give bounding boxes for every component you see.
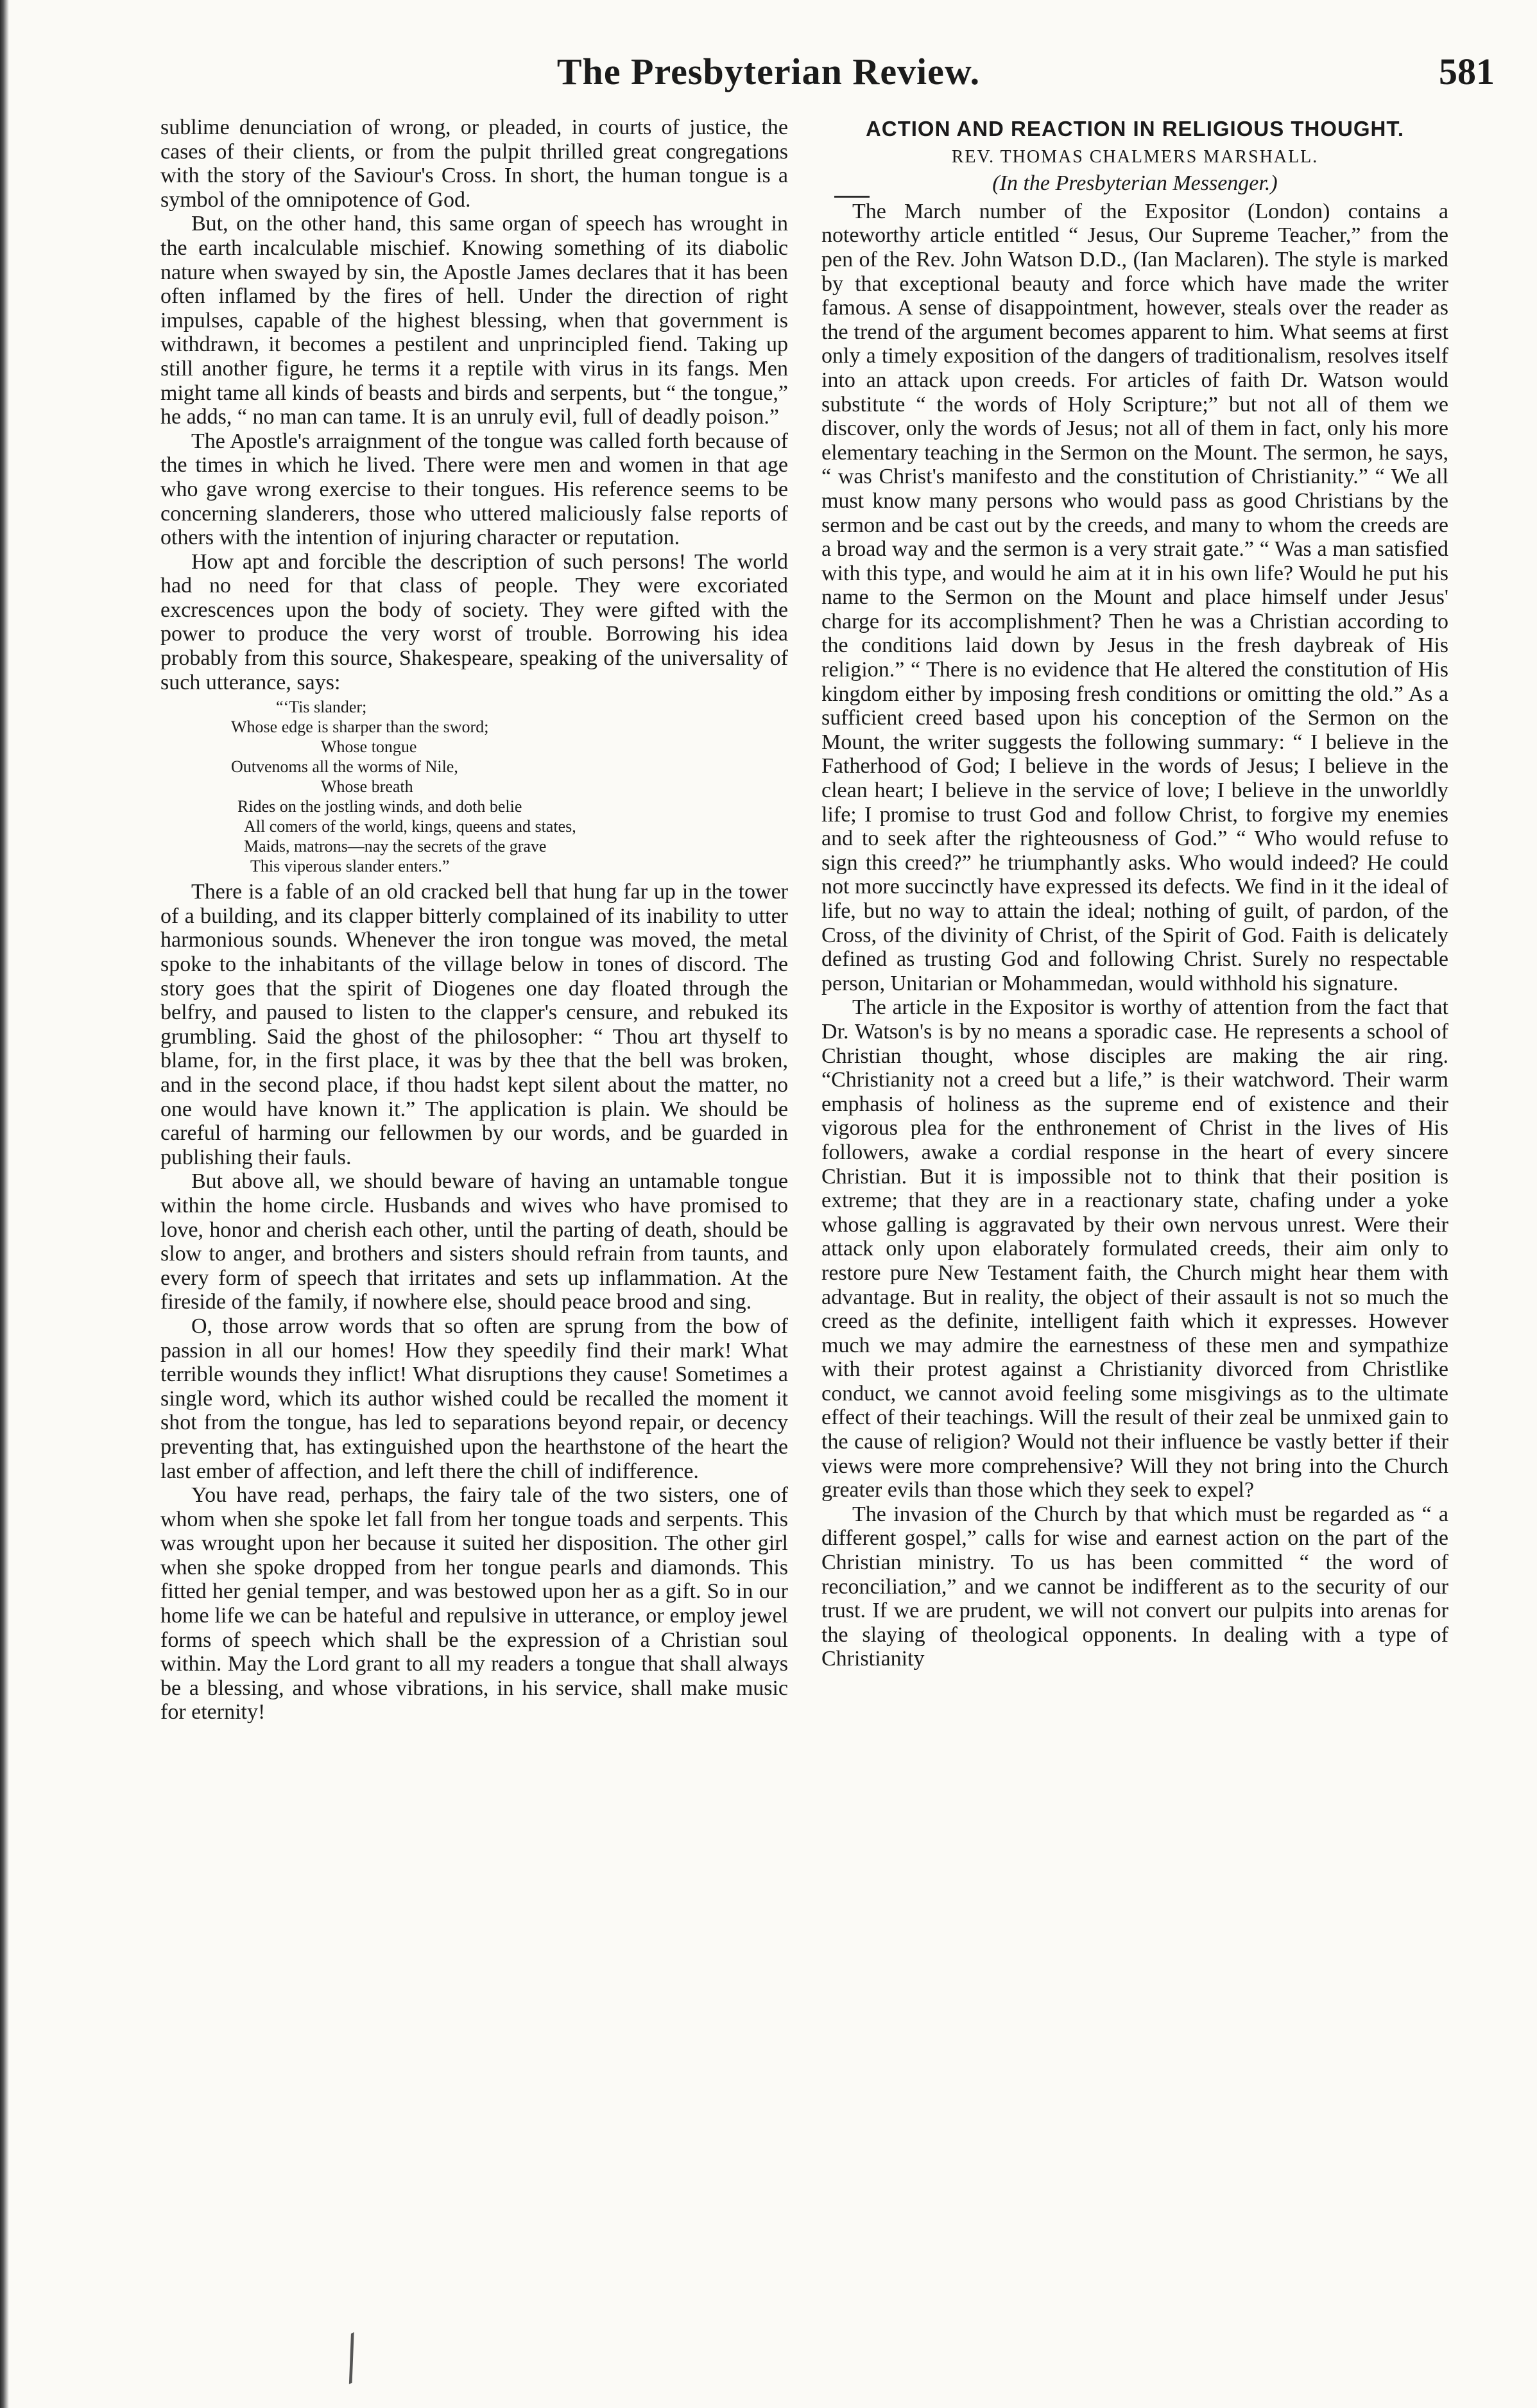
paragraph: O, those arrow words that so often are sprung from the bow of passion in all our homes! How they speedily find their mark! What terrible wounds they inflict! What disruptions they cause! Sometimes a single word, which its author wished could be recalled the moment it shot from the tongue, has led to separations beyond repair, or decency preventing that, has extinguished upon the hearthstone of the heart the last ember of affection, and left there the chill of indifference. [160, 1314, 788, 1483]
poem-line: All comers of the world, kings, queens and states, [244, 817, 576, 836]
page-number: 581 [1439, 51, 1495, 92]
paragraph: There is a fable of an old cracked bell that hung far up in the tower of a building, and its clapper bitterly complained of its inability to utter harmonious sounds. Whenever the iron tongue was moved, the metal spoke to the inhabitants of the village below in tones of discord. The story goes that the spirit of Diogenes one day floated through the belfry, and paused to listen to the clapper's censure, and rebuked its grumbling. Said the ghost of the philosopher: “ Thou art thyself to blame, for, in the first place, it was by thee that the bell was broken, and in the second place, if thou hadst kept silent about the matter, no one would have known it.” The application is plain. We should be careful of harming our fellowmen by our words, and be guarded in publishing their fauls. [160, 880, 788, 1169]
poem-line: Whose tongue [321, 737, 417, 757]
paragraph: The invasion of the Church by that which must be regarded as “ a different gospel,” calls for wise and earnest action on the part of the Christian ministry. To us has been committed “ the word of reconciliation,” and we cannot be indifferent as to the security of our trust. If we are prudent, we will not convert our pulpits into arenas for the slaying of theological opponents. In dealing with a type of Christianity [821, 1502, 1448, 1671]
poem-line: Whose breath [321, 777, 413, 796]
running-title: The Presbyterian Review. [556, 51, 981, 92]
paragraph: How apt and forcible the description of such persons! The world had no need for that class of people. They were excoriated excrescences upon the body of society. They were gifted with the power to produce the very worst of trouble. Borrowing his idea probably from this source, Shakespeare, speaking of the universality of such utterance, says: [160, 549, 788, 694]
article-byline: REV. THOMAS CHALMERS MARSHALL. [951, 146, 1319, 167]
stray-ink-mark: ╱ [332, 2334, 372, 2383]
right-column [821, 116, 1448, 1671]
paragraph: The March number of the Expositor (London) contains a noteworthy article entitled “ Jesus, Our Supreme Teacher,” from the pen of the Rev. John Watson D.D., (Ian Maclaren). The style is marked by that exceptional beauty and force which have made the writer famous. A sense of disappointment, however, steals over the reader as the trend of the argument becomes apparent to him. What seems at first only a timely exposition of the dangers of traditionalism, resolves itself into an attack upon creeds. For articles of faith Dr. Watson would substitute “ the words of Holy Scripture;” but not all of them we discover, only the words of Jesus; not all of them in fact, only his more elementary teaching in the Sermon on the Mount. The sermon, he says, “ was Christ's manifesto and the constitution of Christianity.” “ We all must know many persons who would pass as good Christians by the sermon and be cast out by the creeds, and many to whom the creeds are a broad way and the sermon is a very strait gate.” “ Was a man satisfied with this type, and would he aim at it in his own life? Would he put his name to the Sermon on the Mount and place himself under Jesus' charge for its accomplishment? Then he was a Christian according to the conditions laid down by Jesus in the fresh daybreak of His religion.” “ There is no evidence that He altered the constitution of His kingdom either by imposing fresh conditions or omitting the old.” As a sufficient creed based upon his conception of the Sermon on the Mount, the writer suggests the following summary: “ I believe in the Fatherhood of God; I believe in the words of Jesus; I believe in the clean heart; I believe in the service of love; I believe in the unworldly life; I promise to trust God and follow Christ, to forgive my enemies and to seek after the righteousness of God.” “ Who would refuse to sign this creed?” he triumphantly asks. Who would indeed? He could not more succinctly have expressed its defects. We find in it the ideal of life, but no way to attain the ideal; nothing of guilt, of pardon, of the Cross, of the divinity of Christ, of the Spirit of God. Faith is delicately defined as trusting God and following Christ. Surely no respectable person, Unitarian or Mohammedan, would withhold his signature. [821, 199, 1448, 995]
paragraph: sublime denunciation of wrong, or pleaded, in courts of justice, the cases of their clients, or from the pulpit thrilled great congregations with the story of the Saviour's Cross. In short, the human tongue is a symbol of the omnipotence of God. [160, 116, 788, 212]
paragraph: You have read, perhaps, the fairy tale of the two sisters, one of whom when she spoke let fall from her tongue toads and serpents. This was wrought upon her because it suited her disposition. The other girl when she spoke dropped from her tongue pearls and diamonds. This fitted her genial temper, and was bestowed upon her as a gift. So in our home life we can be hateful and repulsive in utterance, or employ jewel forms of speech which shall be the expression of a Christian soul within. May the Lord grant to all my readers a tongue that shall always be a blessing, and whose vibrations, in his service, shall make music for eternity! [160, 1483, 788, 1724]
poem-line: “‘Tis slander; [276, 698, 367, 717]
poem-line: Rides on the jostling winds, and doth belie [237, 797, 522, 816]
poem-line: Outvenoms all the worms of Nile, [231, 757, 458, 777]
paragraph: But, on the other hand, this same organ of speech has wrought in the earth incalculable mischief. Knowing something of its diabolic nature when swayed by sin, the Apostle James declares that it has been often inflamed by the fires of hell. Under the direction of right impulses, capable of the highest blessing, when that government is withdrawn, it becomes a pestilent and unprincipled fiend. Taking up still another figure, he terms it a reptile with virus in its fangs. Men might tame all kinds of beasts and birds and serpents, but “ the tongue,” he adds, “ no man can tame. It is an unruly evil, full of deadly poison.” [160, 212, 788, 429]
page-header [0, 45, 1537, 116]
poem-line: This viperous slander enters.” [250, 857, 450, 876]
paragraph: But above all, we should beware of having an untamable tongue within the home circle. Husbands and wives who have promised to love, honor and cherish each other, until the parting of death, should be slow to anger, and brothers and sisters should refrain from taunts, and every form of speech that irritates and sets up inflammation. At the fireside of the family, if nowhere else, should peace brood and sing. [160, 1169, 788, 1314]
article-title: ACTION AND REACTION IN RELIGIOUS THOUGHT. [865, 117, 1405, 141]
article-source: (In the Presbyterian Messenger.) [992, 171, 1278, 196]
left-column [160, 116, 788, 1724]
shakespeare-quote [160, 697, 788, 876]
poem-line: Maids, matrons—nay the secrets of the grave [244, 837, 547, 856]
paragraph: The Apostle's arraignment of the tongue was called forth because of the times in which he lived. There were men and women in that age who gave wrong exercise to their tongues. His reference seems to be concerning slanderers, those who uttered maliciously false reports of others with the intention of injuring character or reputation. [160, 429, 788, 550]
scan-edge-shadow [0, 0, 9, 2408]
paragraph: The article in the Expositor is worthy of attention from the fact that Dr. Watson's is by no means a sporadic case. He represents a school of Christian thought, whose disciples are making the air ring. “Christianity not a creed but a life,” is their watchword. Their warm emphasis of holiness as the supreme end of existence and their vigorous plea for the enthronement of Christ in the lives of His followers, awake a cordial response in the heart of every sincere Christian. But it is impossible not to think that their position is extreme; that they are in a reactionary state, chafing under a yoke whose galling is aggravated by their own nervous unrest. Were their attack only upon elaborately formulated creeds, their aim only to restore pure New Testament faith, the Church might hear them with advantage. But in reality, the object of their assault is not so much the creed as the definite, intelligent faith which it expresses. However much we may admire the earnestness of these men and sympathize with their protest against a Christianity divorced from Christlike conduct, we cannot avoid feeling some misgivings as to the ultimate effect of their teachings. Will the result of their zeal be unmixed gain to the cause of religion? Would not their influence be vastly better if their views were more comprehensive? Will they not bring into the Church greater evils than those which they seek to expel? [821, 995, 1448, 1502]
poem-line: Whose edge is sharper than the sword; [231, 718, 489, 737]
